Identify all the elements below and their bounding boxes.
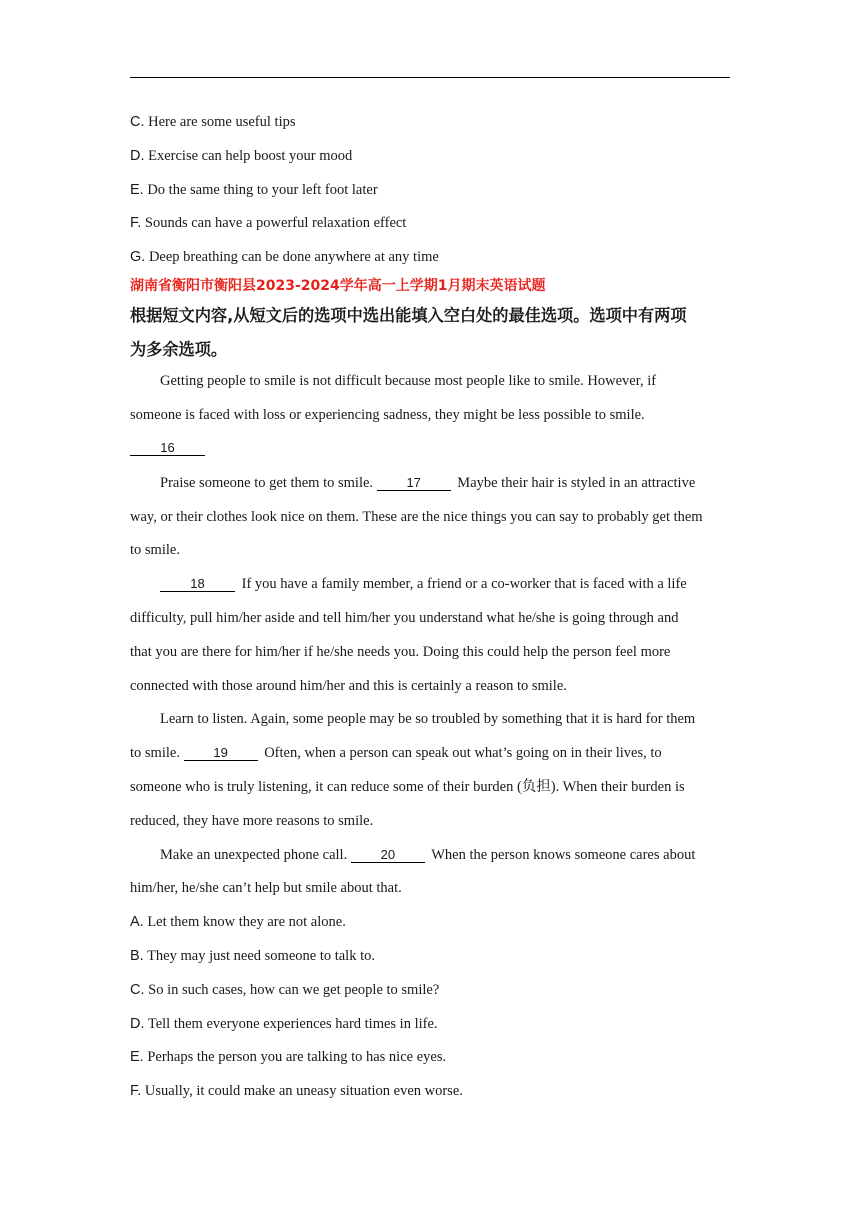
header-rule	[130, 77, 730, 78]
option-a: A. Let them know they are not alone.	[130, 914, 346, 930]
blank-17[interactable]: 17	[377, 475, 451, 491]
option-c: C. So in such cases, how can we get people to smile?	[130, 982, 440, 998]
option-b: B. They may just need someone to talk to.	[130, 948, 375, 964]
passage-line: difficulty, pull him/her aside and tell him/her you understand what he/she is going through and	[130, 610, 679, 626]
prev-option-f: F. Sounds can have a powerful relaxation effect	[130, 215, 407, 231]
option-e: E. Perhaps the person you are talking to has nice eyes.	[130, 1049, 447, 1065]
passage-line: that you are there for him/her if he/she needs you. Doing this could help the person feel more	[130, 644, 671, 660]
passage-line: Praise someone to get them to smile. 17 Maybe their hair is styled in an attractive	[160, 475, 696, 491]
prev-option-g: G. Deep breathing can be done anywhere at any time	[130, 249, 439, 265]
passage-line: connected with those around him/her and this is certainly a reason to smile.	[130, 678, 567, 694]
passage-line: to smile.	[130, 542, 180, 558]
source-title: 湖南省衡阳市衡阳县2023-2024学年高一上学期1月期末英语试题	[130, 278, 546, 294]
instruction-line-2: 为多余选项。	[130, 340, 228, 359]
passage-line: Getting people to smile is not difficult because most people like to smile. However, if	[160, 373, 657, 389]
passage-line: Make an unexpected phone call. 20 When the person knows someone cares about	[160, 847, 696, 863]
prev-option-e: E. Do the same thing to your left foot later	[130, 182, 378, 198]
passage-line: someone who is truly listening, it can reduce some of their burden (负担). When their burden is	[130, 779, 685, 795]
instruction-line-1: 根据短文内容,从短文后的选项中选出能填入空白处的最佳选项。选项中有两项	[130, 306, 687, 325]
passage-line: to smile. 19 Often, when a person can speak out what’s going on in their lives, to	[130, 745, 662, 761]
blank-18[interactable]: 18	[160, 576, 235, 592]
blank-19[interactable]: 19	[184, 745, 258, 761]
passage-line: 18 If you have a family member, a friend or a co-worker that is faced with a life	[160, 574, 760, 594]
prev-option-d: D. Exercise can help boost your mood	[130, 148, 353, 164]
passage-line: Learn to listen. Again, some people may be so troubled by something that it is hard for them	[160, 711, 696, 727]
blank-16[interactable]: 16	[130, 440, 205, 456]
option-f: F. Usually, it could make an uneasy situation even worse.	[130, 1083, 463, 1099]
passage-line: someone is faced with loss or experiencing sadness, they might be less possible to smile.	[130, 407, 645, 423]
prev-option-c: C. Here are some useful tips	[130, 114, 296, 130]
option-d: D. Tell them everyone experiences hard times in life.	[130, 1016, 438, 1032]
passage-line: reduced, they have more reasons to smile.	[130, 813, 374, 829]
passage-line: him/her, he/she can’t help but smile about that.	[130, 880, 402, 896]
passage-line: way, or their clothes look nice on them. These are the nice things you can say to probably get them	[130, 509, 703, 525]
passage-line	[130, 438, 730, 458]
blank-20[interactable]: 20	[351, 847, 425, 863]
